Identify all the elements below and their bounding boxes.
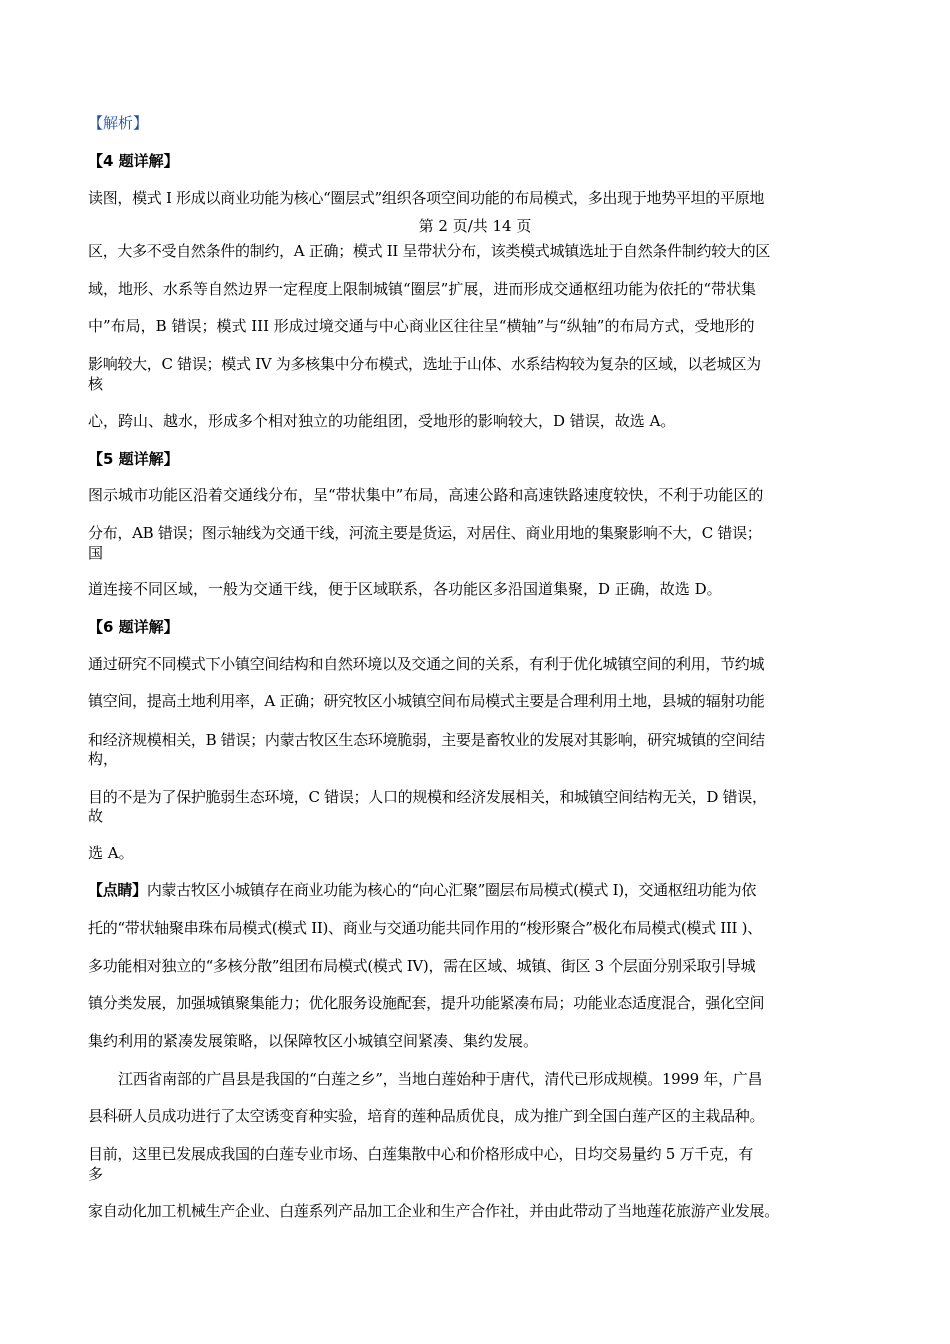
key-points-line: 镇分类发展，加强城镇聚集能力；优化服务设施配套，提升功能紧凑布局；功能业态适度混合，强化空间: [88, 994, 765, 1012]
q5-line: 分布，AB 错误；图示轴线为交通干线，河流主要是货运，对居住、商业用地的集聚影响不大，C 错误；: [88, 524, 762, 542]
q6-line: 故: [88, 807, 104, 825]
q4-line: 中”布局，B 错误；模式 III 形成过境交通与中心商业区往往呈“横轴”与“纵轴”的布局方式，受地形的: [88, 317, 755, 335]
passage-line: 县科研人员成功进行了太空诱变育种实验，培育的莲种品质优良，成为推广到全国白莲产区的主栽品种。: [88, 1107, 765, 1125]
q4-line: 核: [88, 375, 104, 393]
q4-line: 影响较大，C 错误；模式 IV 为多核集中分布模式，选址于山体、水系结构较为复杂的区域，以老城区为: [88, 355, 761, 373]
passage-line: 江西省南部的广昌县是我国的“白莲之乡”，当地白莲始种于唐代，清代已形成规模。1999 年，广昌: [118, 1070, 763, 1088]
q6-line: 构，: [88, 750, 119, 768]
q6-heading: 【6 题详解】: [88, 618, 179, 636]
q5-line: 道连接不同区域，一般为交通干线，便于区域联系，各功能区多沿国道集聚，D 正确，故选 D。: [88, 580, 722, 598]
q4-line: 读图，模式 I 形成以商业功能为核心“圈层式”组织各项空间功能的布局模式，多出现于地势平坦的平原地: [88, 189, 765, 207]
q6-line: 目的不是为了保护脆弱生态环境，C 错误；人口的规模和经济发展相关，和城镇空间结构无关，D 错误，: [88, 788, 767, 806]
analysis-label: 【解析】: [88, 114, 149, 132]
passage-line: 多: [88, 1165, 104, 1183]
q4-heading: 【4 题详解】: [88, 152, 179, 170]
q6-line: 选 A。: [88, 844, 134, 862]
key-points-line: [88, 881, 756, 899]
passage-line: 目前，这里已发展成我国的白莲专业市场、白莲集散中心和价格形成中心，日均交易量约 5 万千克，有: [88, 1145, 753, 1163]
key-points-line: 多功能相对独立的“多核分散”组团布局模式(模式 IV)，需在区域、城镇、街区 3 个层面分别采取引导城: [88, 957, 756, 975]
key-points-line: 集约利用的紧凑发展策略，以保障牧区小城镇空间紧凑、集约发展。: [88, 1032, 539, 1050]
q5-line: 国: [88, 544, 104, 562]
q5-heading: 【5 题详解】: [88, 450, 179, 468]
q4-line: 心，跨山、越水，形成多个相对独立的功能组团，受地形的影响较大，D 错误，故选 A。: [88, 412, 676, 430]
page-footer: 第 2 页/共 14 页: [418, 217, 532, 235]
q6-line: 通过研究不同模式下小镇空间结构和自然环境以及交通之间的关系，有利于优化城镇空间的利用，节约城: [88, 655, 765, 673]
q5-line: 图示城市功能区沿着交通线分布，呈“带状集中”布局，高速公路和高速铁路速度较快，不利于功能区的: [88, 486, 764, 504]
passage-line: 家自动化加工机械生产企业、白莲系列产品加工企业和生产合作社，并由此带动了当地莲花旅游产业发展。: [88, 1202, 779, 1220]
key-points-line: 托的“带状轴聚串珠布局模式(模式 II)、商业与交通功能共同作用的“梭形聚合”极化布局模式(模式 III )、: [88, 919, 762, 937]
key-points-heading: 【点睛】: [88, 881, 147, 899]
q6-line: 镇空间，提高土地利用率，A 正确；研究牧区小城镇空间布局模式主要是合理利用土地，县城的辐射功能: [88, 692, 765, 710]
q4-line: 区，大多不受自然条件的制约，A 正确；模式 II 呈带状分布，该类模式城镇选址于自然条件制约较大的区: [88, 242, 770, 260]
q6-line: 和经济规模相关，B 错误；内蒙古牧区生态环境脆弱，主要是畜牧业的发展对其影响，研究城镇的空间结: [88, 731, 765, 749]
key-points-text: 内蒙古牧区小城镇存在商业功能为核心的“向心汇聚”圈层布局模式(模式 I)，交通枢纽功能为依: [146, 881, 757, 899]
q4-line: 域，地形、水系等自然边界一定程度上限制城镇“圈层”扩展，进而形成交通枢纽功能为依托的“带状集: [88, 280, 757, 298]
